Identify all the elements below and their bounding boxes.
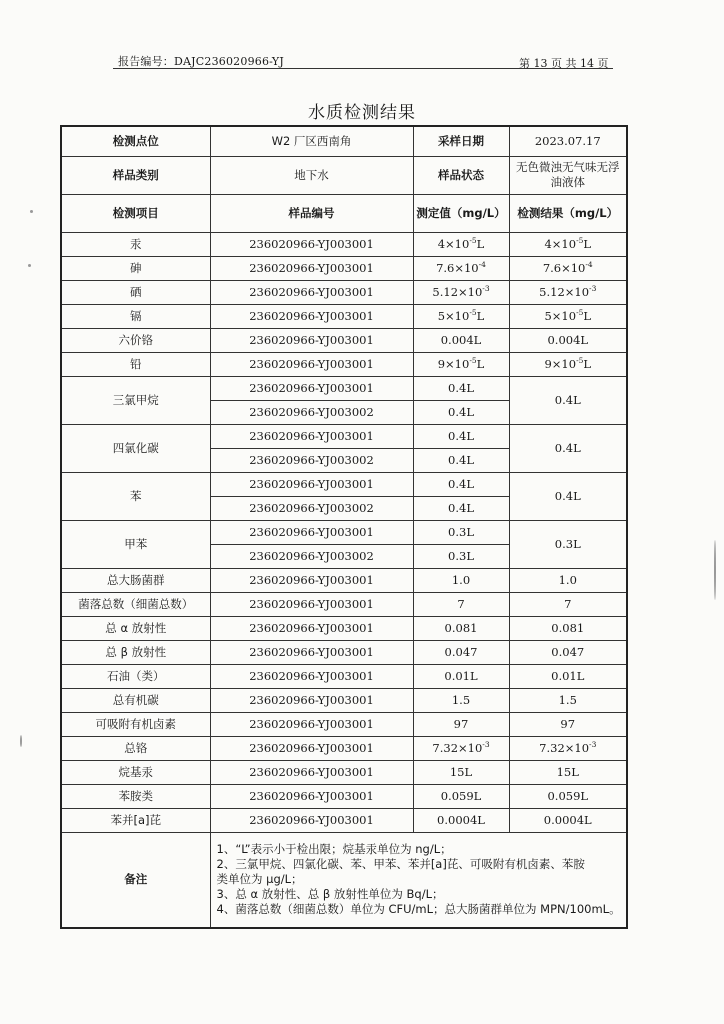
notes-content xyxy=(210,832,627,928)
type-label: 样品类别 xyxy=(61,156,210,194)
measured-value: 97 xyxy=(413,712,509,736)
page-info: 第 13 页 共 14 页 xyxy=(519,57,609,70)
table-row xyxy=(61,736,627,760)
sample-number: 236020966-YJ003001 xyxy=(210,328,413,352)
measured-value: 0.0004L xyxy=(413,808,509,832)
measured-value: 0.4L xyxy=(413,496,509,520)
measured-value: 15L xyxy=(413,760,509,784)
table-row xyxy=(61,760,627,784)
item-name: 总大肠菌群 xyxy=(61,568,210,592)
table-row xyxy=(61,568,627,592)
sample-number: 236020966-YJ003002 xyxy=(210,544,413,568)
measured-value: 0.3L xyxy=(413,544,509,568)
measured-value: 7 xyxy=(413,592,509,616)
result-value: 0.059L xyxy=(509,784,627,808)
item-name: 苯胺类 xyxy=(61,784,210,808)
item-name: 苯并[a]芘 xyxy=(61,808,210,832)
sample-number: 236020966-YJ003002 xyxy=(210,400,413,424)
info-row-type xyxy=(61,156,627,194)
type-value: 地下水 xyxy=(210,156,413,194)
measured-value: 0.004L xyxy=(413,328,509,352)
col-item-header: 检测项目 xyxy=(61,194,210,232)
sample-number: 236020966-YJ003001 xyxy=(210,688,413,712)
water-quality-results-table xyxy=(60,125,628,929)
state-value: 无色微浊无气味无浮油液体 xyxy=(509,156,627,194)
item-name: 六价铬 xyxy=(61,328,210,352)
col-measured-header: 测定值（mg/L） xyxy=(413,194,509,232)
sample-number: 236020966-YJ003001 xyxy=(210,760,413,784)
item-name: 苯 xyxy=(61,472,210,520)
measured-value: 0.4L xyxy=(413,400,509,424)
sample-number: 236020966-YJ003001 xyxy=(210,616,413,640)
measured-value: 0.081 xyxy=(413,616,509,640)
sample-number: 236020966-YJ003001 xyxy=(210,424,413,448)
sample-number: 236020966-YJ003001 xyxy=(210,256,413,280)
result-value: $5.12\times 10^{-3}$ xyxy=(509,280,627,304)
sample-number: 236020966-YJ003001 xyxy=(210,736,413,760)
sample-number: 236020966-YJ003001 xyxy=(210,472,413,496)
result-value: 15L xyxy=(509,760,627,784)
item-name: 铅 xyxy=(61,352,210,376)
sample-number: 236020966-YJ003001 xyxy=(210,808,413,832)
item-name: 总 α 放射性 xyxy=(61,616,210,640)
table-row xyxy=(61,424,627,448)
point-label: 检测点位 xyxy=(61,126,210,156)
item-name: 镉 xyxy=(61,304,210,328)
item-name: 甲苯 xyxy=(61,520,210,568)
measured-value: $7.32\times 10^{-3}$ xyxy=(413,736,509,760)
table-row xyxy=(61,688,627,712)
note-1: 1、“L”表示小于检出限；烷基汞单位为 ng/L； xyxy=(216,842,452,857)
col-sample-header: 样品编号 xyxy=(210,194,413,232)
sample-number: 236020966-YJ003001 xyxy=(210,712,413,736)
note-2: 2、三氯甲烷、四氯化碳、苯、甲苯、苯并[a]芘、可吸附有机卤素、苯胺 xyxy=(216,857,585,872)
result-value: 0.4L xyxy=(509,376,627,424)
result-value: $7.32\times 10^{-3}$ xyxy=(509,736,627,760)
date-value: 2023.07.17 xyxy=(509,126,627,156)
scan-speck xyxy=(30,210,33,213)
item-name: 可吸附有机卤素 xyxy=(61,712,210,736)
notes-label: 备注 xyxy=(61,832,210,928)
note-4: 4、菌落总数（细菌总数）单位为 CFU/mL；总大肠菌群单位为 MPN/100mL。 xyxy=(216,902,621,917)
table-row xyxy=(61,472,627,496)
scan-speck xyxy=(28,264,31,267)
result-value: 0.4L xyxy=(509,424,627,472)
sample-number: 236020966-YJ003001 xyxy=(210,352,413,376)
col-result-header: 检测结果（mg/L） xyxy=(509,194,627,232)
result-value: 0.004L xyxy=(509,328,627,352)
sample-number: 236020966-YJ003001 xyxy=(210,304,413,328)
sample-number: 236020966-YJ003001 xyxy=(210,664,413,688)
table-row xyxy=(61,712,627,736)
sample-number: 236020966-YJ003001 xyxy=(210,280,413,304)
notes-row xyxy=(61,832,627,928)
measured-value: 0.4L xyxy=(413,424,509,448)
table-row xyxy=(61,784,627,808)
point-value: W2 厂区西南角 xyxy=(210,126,413,156)
sample-number: 236020966-YJ003002 xyxy=(210,448,413,472)
measured-value: $5\times 10^{-5}L$ xyxy=(413,304,509,328)
table-row xyxy=(61,304,627,328)
result-value: $9\times 10^{-5}L$ xyxy=(509,352,627,376)
table-row xyxy=(61,232,627,256)
note-2-cont: 类单位为 μg/L； xyxy=(216,872,303,887)
item-name: 三氯甲烷 xyxy=(61,376,210,424)
sample-number: 236020966-YJ003002 xyxy=(210,496,413,520)
sample-number: 236020966-YJ003001 xyxy=(210,640,413,664)
column-header-row xyxy=(61,194,627,232)
sample-number: 236020966-YJ003001 xyxy=(210,784,413,808)
table-row xyxy=(61,616,627,640)
state-label: 样品状态 xyxy=(413,156,509,194)
scan-speck xyxy=(20,735,22,747)
measured-value: 1.5 xyxy=(413,688,509,712)
table-row xyxy=(61,592,627,616)
measured-value: $9\times 10^{-5}L$ xyxy=(413,352,509,376)
table-row xyxy=(61,256,627,280)
result-value: 0.4L xyxy=(509,472,627,520)
result-value: 0.081 xyxy=(509,616,627,640)
table-row xyxy=(61,352,627,376)
measured-value: $4\times 10^{-5}L$ xyxy=(413,232,509,256)
measured-value: 0.4L xyxy=(413,472,509,496)
sample-number: 236020966-YJ003001 xyxy=(210,376,413,400)
table-row xyxy=(61,328,627,352)
measured-value: 0.4L xyxy=(413,448,509,472)
measured-value: 1.0 xyxy=(413,568,509,592)
measured-value: 0.01L xyxy=(413,664,509,688)
sample-number: 236020966-YJ003001 xyxy=(210,592,413,616)
result-value: 0.3L xyxy=(509,520,627,568)
item-name: 汞 xyxy=(61,232,210,256)
measured-value: 0.059L xyxy=(413,784,509,808)
result-value: $5\times 10^{-5}L$ xyxy=(509,304,627,328)
measured-value: 0.3L xyxy=(413,520,509,544)
sample-number: 236020966-YJ003001 xyxy=(210,232,413,256)
result-value: 0.0004L xyxy=(509,808,627,832)
table-row xyxy=(61,664,627,688)
info-row-point xyxy=(61,126,627,156)
result-value: 1.5 xyxy=(509,688,627,712)
measured-value: 0.4L xyxy=(413,376,509,400)
item-name: 硒 xyxy=(61,280,210,304)
table-row xyxy=(61,808,627,832)
item-name: 石油（类） xyxy=(61,664,210,688)
item-name: 四氯化碳 xyxy=(61,424,210,472)
item-name: 菌落总数（细菌总数） xyxy=(61,592,210,616)
result-value: $7.6\times 10^{-4}$ xyxy=(509,256,627,280)
table-row xyxy=(61,640,627,664)
date-label: 采样日期 xyxy=(413,126,509,156)
measured-value: 0.047 xyxy=(413,640,509,664)
sample-number: 236020966-YJ003001 xyxy=(210,520,413,544)
table-row xyxy=(61,280,627,304)
result-value: $4\times 10^{-5}L$ xyxy=(509,232,627,256)
result-value: 0.01L xyxy=(509,664,627,688)
table-row xyxy=(61,376,627,400)
page-title: 水质检测结果 xyxy=(308,103,416,123)
table-row xyxy=(61,520,627,544)
item-name: 总 β 放射性 xyxy=(61,640,210,664)
result-value: 0.047 xyxy=(509,640,627,664)
item-name: 总有机碳 xyxy=(61,688,210,712)
item-name: 烷基汞 xyxy=(61,760,210,784)
result-value: 7 xyxy=(509,592,627,616)
report-number: 报告编号：DAJC236020966-YJ xyxy=(118,55,284,68)
result-value: 1.0 xyxy=(509,568,627,592)
item-name: 砷 xyxy=(61,256,210,280)
measured-value: $7.6\times 10^{-4}$ xyxy=(413,256,509,280)
result-value: 97 xyxy=(509,712,627,736)
sample-number: 236020966-YJ003001 xyxy=(210,568,413,592)
measured-value: $5.12\times 10^{-3}$ xyxy=(413,280,509,304)
note-3: 3、总 α 放射性、总 β 放射性单位为 Bq/L； xyxy=(216,887,444,902)
item-name: 总铬 xyxy=(61,736,210,760)
header-divider xyxy=(113,68,613,69)
scan-speck xyxy=(714,540,716,600)
